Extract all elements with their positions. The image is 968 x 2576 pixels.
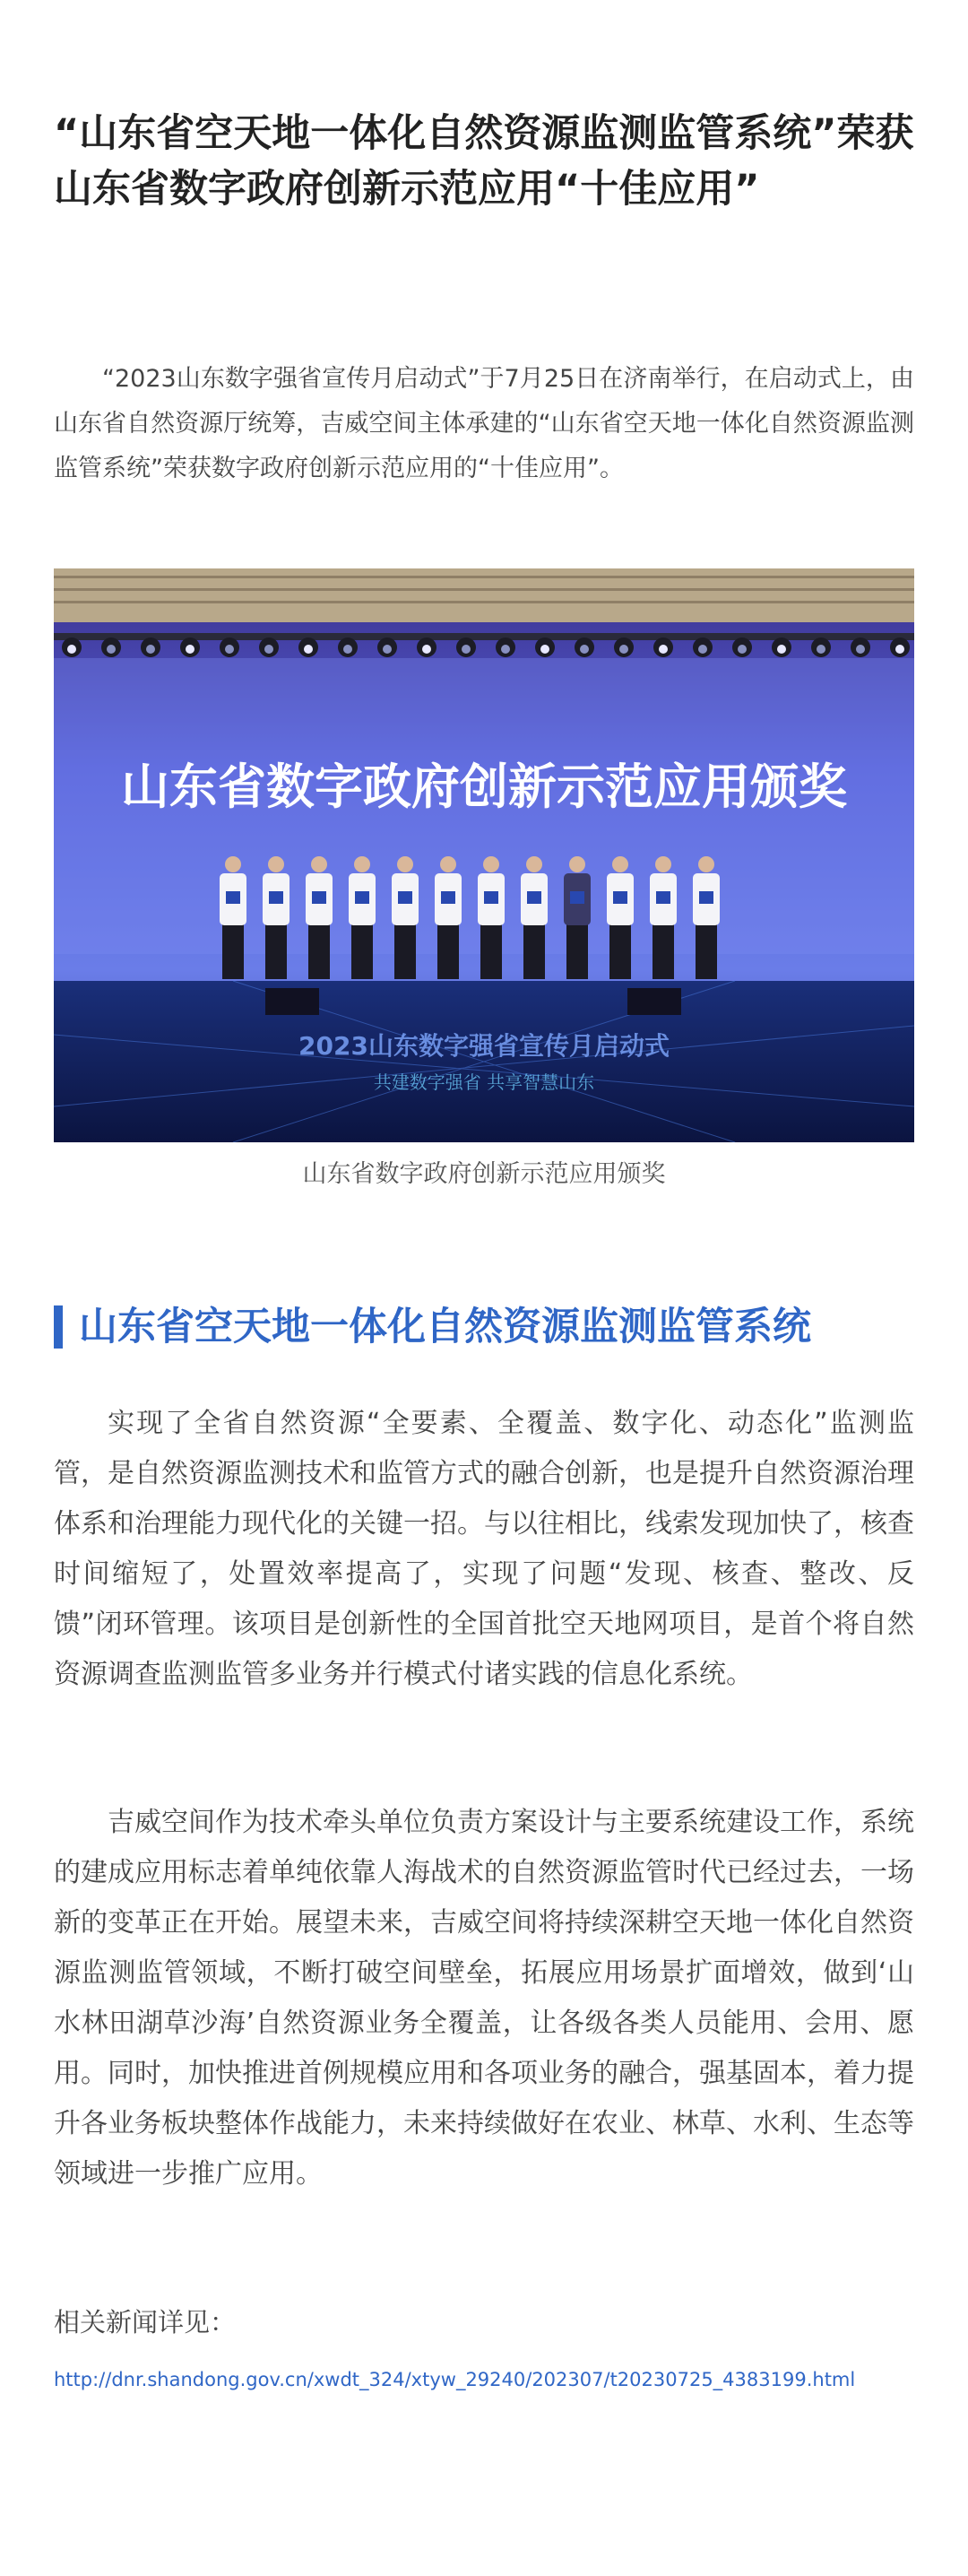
stage-light <box>220 637 239 657</box>
related-news-label: 相关新闻详见： <box>54 2307 237 2337</box>
article-title: “山东省空天地一体化自然资源监测监管系统”荣获山东省数字政府创新示范应用“十佳应用” <box>54 111 914 212</box>
section-title: 山东省空天地一体化自然资源监测监管系统 <box>79 1305 811 1349</box>
photo-banner-text: 山东省数字政府创新示范应用颁奖 <box>121 759 847 815</box>
award-recipient <box>650 856 677 979</box>
award-recipient <box>478 856 505 979</box>
stage-light <box>101 637 121 657</box>
stage-light <box>693 637 713 657</box>
stage-light <box>141 637 160 657</box>
section-header <box>54 1300 914 1354</box>
stage-light <box>338 637 358 657</box>
stage-light <box>653 637 673 657</box>
stage-light <box>772 637 791 657</box>
stage-light <box>732 637 752 657</box>
award-photo-illustration <box>54 568 914 1142</box>
stage-light <box>456 637 476 657</box>
body-paragraph-2: 吉威空间作为技术牵头单位负责方案设计与主要系统建设工作，系统的建成应用标志着单纯依靠人海战术的自然资源监管时代已经过去，一场新的变革正在开始。展望未来，吉威空间将持续深耕空天地一体化自然资源监测监管领域，不断打破空间壁垒，拓展应用场景扩面增效，做到‘山水林田湖草沙海’自然资源业务全覆盖，让各级各类人员能用、会用、愿用。同时，加快推进首例规模应用和各项业务的融合，强基固本，着力提升各业务板块整体作战能力，未来持续做好在农业、林草、水利、生态等领域进一步推广应用。 <box>54 1807 914 2190</box>
stage-light <box>377 637 397 657</box>
body-paragraph-1: 实现了全省自然资源“全要素、全覆盖、数字化、动态化”监测监管，是自然资源监测技术和监管方式的融合创新，也是提升自然资源治理体系和治理能力现代化的关键一招。与以往相比，线索发现加快了，核查时间缩短了，处置效率提高了，实现了问题“发现、核查、整改、反馈”闭环管理。该项目是创新性的全国首批空天地网项目，是首个将自然资源调查监测监管多业务并行模式付诸实践的信息化系统。 <box>54 1408 914 1690</box>
award-photo <box>54 568 914 1142</box>
award-recipient <box>263 856 290 979</box>
award-recipient <box>693 856 720 979</box>
photo-caption: 山东省数字政府创新示范应用颁奖 <box>302 1160 666 1188</box>
stage-light <box>298 637 318 657</box>
award-recipient <box>306 856 333 979</box>
photo-stage-subtext: 共建数字强省 共享智慧山东 <box>373 1071 595 1093</box>
stage-light <box>811 637 831 657</box>
stage-light <box>890 637 910 657</box>
intro-paragraph: “2023山东数字强省宣传月启动式”于7月25日在济南举行，在启动式上，由山东省自然资源厅统筹，吉威空间主体承建的“山东省空天地一体化自然资源监测监管系统”荣获数字政府创新示范应用的“十佳应用”。 <box>54 365 914 482</box>
section-accent-bar <box>54 1305 63 1349</box>
stage-light <box>496 637 515 657</box>
award-recipient <box>349 856 376 979</box>
stage-light <box>535 637 555 657</box>
stage-light <box>575 637 594 657</box>
stage-light <box>62 637 82 657</box>
stage-light <box>614 637 634 657</box>
award-recipient <box>521 856 548 979</box>
award-recipient <box>220 856 246 979</box>
stage-light <box>417 637 436 657</box>
award-recipient <box>564 856 591 979</box>
stage-light <box>259 637 279 657</box>
stage-light <box>851 637 870 657</box>
award-recipient <box>607 856 634 979</box>
photo-stage-text: 2023山东数字强省宣传月启动式 <box>298 1031 670 1061</box>
award-recipient <box>392 856 419 979</box>
award-recipient <box>435 856 462 979</box>
stage-light <box>180 637 200 657</box>
related-news-link[interactable]: http://dnr.shandong.gov.cn/xwdt_324/xtyw_29240/202307/t20230725_4383199.html <box>54 2369 856 2390</box>
